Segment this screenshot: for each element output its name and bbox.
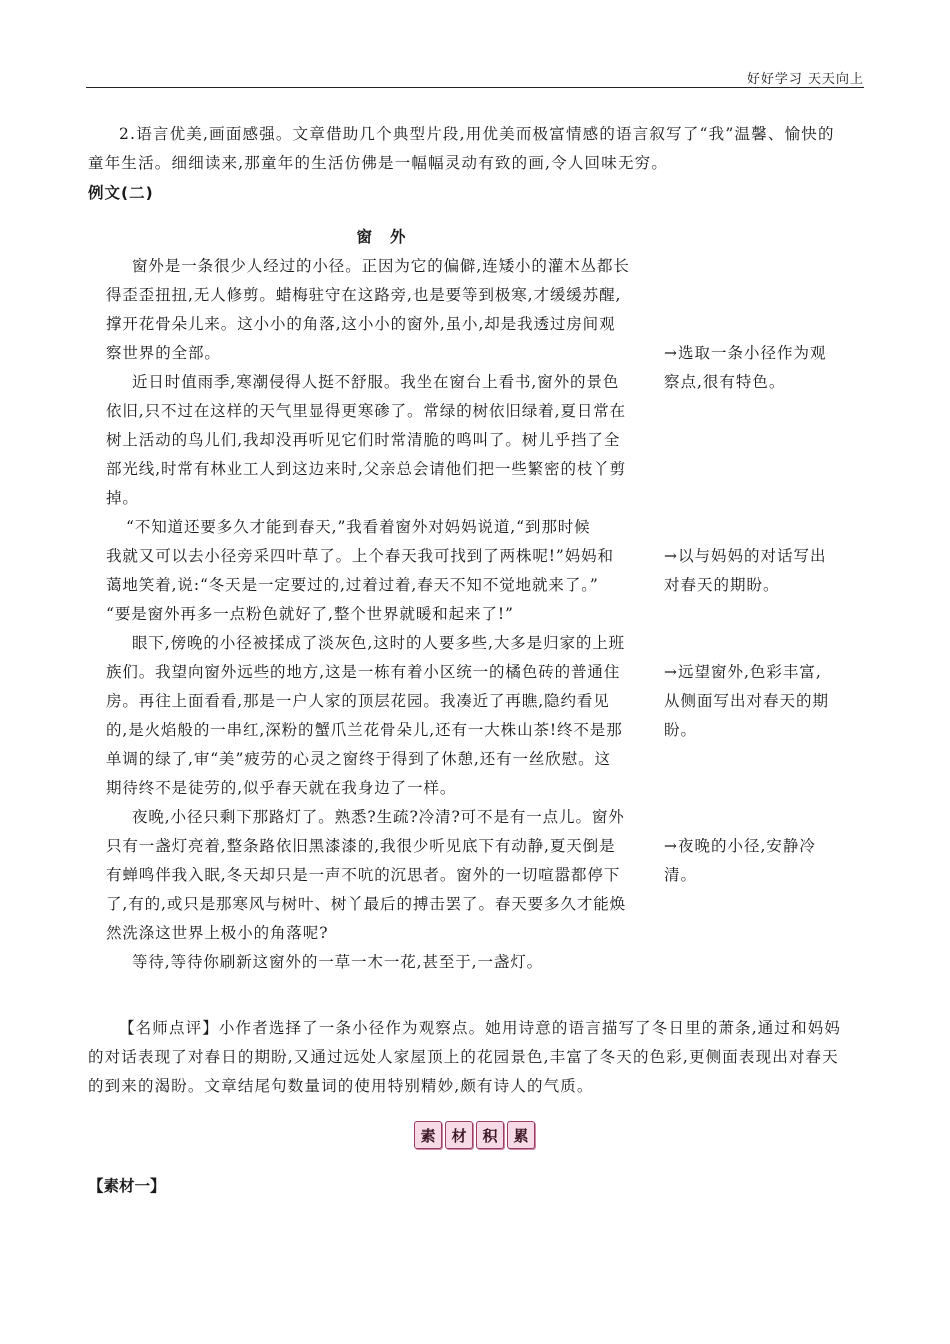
material-heading: 【素材一】: [88, 1177, 166, 1195]
essay-line: 房。再往上面看看,那是一户人家的顶层花园。我凑近了再瞧,隐约看见: [106, 692, 610, 710]
essay-line: 只有一盏灯亮着,整条路依旧黑漆漆的,我很少听见底下有动静,夏天倒是: [106, 837, 616, 855]
annotation-line: 盼。: [664, 721, 698, 739]
review-line: 【名师点评】小作者选择了一条小径作为观察点。她用诗意的语言描写了冬日里的萧条,通过和妈妈: [119, 1019, 842, 1037]
annotation-line: 对春天的期盼。: [664, 576, 780, 594]
essay-line: 依旧,只不过在这样的天气里显得更寒碜了。常绿的树依旧绿着,夏日常在: [106, 402, 627, 420]
essay-line: 得歪歪扭扭,无人修剪。蜡梅驻守在这路旁,也是要等到极寒,才缓缓苏醒,: [106, 286, 622, 304]
essay-body: [106, 252, 650, 977]
teacher-review: [88, 1014, 864, 1101]
essay-line: “不知道还要多久才能到春天,”我看着窗外对妈妈说道,“到那时候: [126, 518, 591, 536]
essay-line: 察世界的全部。: [106, 344, 221, 362]
material-badge: [414, 1121, 535, 1149]
margin-annotation: [664, 658, 854, 745]
margin-annotation: [664, 832, 854, 890]
annotation-line: 选取一条小径作为观: [678, 344, 827, 362]
section-heading: 例文(二): [88, 184, 154, 202]
essay-line: 撑开花骨朵儿来。这小小的角落,这小小的窗外,虽小,却是我透过房间观: [106, 315, 616, 333]
essay-line: 了,有的,或只是那寒风与树叶、树丫最后的搏击罢了。春天要多久才能焕: [106, 895, 627, 913]
essay-line: 的,是火焰般的一串红,深粉的蟹爪兰花骨朵儿,还有一大株山茶!终不是那: [106, 721, 623, 739]
margin-annotation: [664, 339, 854, 397]
essay-line: 眼下,傍晚的小径被揉成了淡灰色,这时的人要多些,大多是归家的上班: [132, 634, 626, 652]
essay-line: 蔼地笑着,说:“冬天是一定要过的,过着过着,春天不知不觉地就来了。”: [106, 576, 599, 594]
essay-title: 窗外: [356, 228, 424, 246]
badge-char: 素: [414, 1121, 442, 1149]
essay-line: 部光线,时常有林业工人到这边来时,父亲总会请他们把一些繁密的枝丫剪: [106, 460, 627, 478]
essay-line: 等待,等待你刷新这窗外的一草一木一花,甚至于,一盏灯。: [132, 953, 544, 971]
essay-line: 我就又可以去小径旁采四叶草了。上个春天我可找到了两株呢!”妈妈和: [106, 547, 614, 565]
intro-paragraph: [88, 120, 864, 178]
arrow-icon: →: [664, 344, 678, 362]
essay-line: 近日时值雨季,寒潮侵得人挺不舒服。我坐在窗台上看书,窗外的景色: [132, 373, 620, 391]
essay-line: 窗外是一条很少人经过的小径。正因为它的偏僻,连矮小的灌木丛都长: [132, 257, 630, 275]
badge-char: 积: [476, 1121, 504, 1149]
essay-line: 树上活动的鸟儿们,我却没再听见它们时常清脆的鸣叫了。树儿乎挡了全: [106, 431, 621, 449]
intro-line: 童年生活。细细读来,那童年的生活仿佛是一幅幅灵动有致的画,令人回味无穷。: [88, 154, 669, 172]
essay-line: “要是窗外再多一点粉色就好了,整个世界就暖和起来了!”: [106, 605, 514, 623]
essay-line: 然洗涤这世界上极小的角落呢?: [106, 924, 329, 942]
arrow-icon: →: [664, 663, 678, 681]
annotation-line: 清。: [664, 866, 698, 884]
annotation-line: 察点,很有特色。: [664, 373, 786, 391]
essay-line: 有蝉鸣伴我入眠,冬天却只是一声不吭的沉思者。窗外的一切喧嚣都停下: [106, 866, 621, 884]
annotation-line: 以与妈妈的对话写出: [678, 547, 827, 565]
intro-line: 2.语言优美,画面感强。文章借助几个典型片段,用优美而极富情感的语言叙写了“我”温馨、愉快的: [119, 125, 835, 143]
essay-line: 单调的绿了,审“美”疲劳的心灵之窗终于得到了休憩,还有一丝欣慰。这: [106, 750, 611, 768]
badge-char: 材: [445, 1121, 473, 1149]
essay-line: 夜晚,小径只剩下那路灯了。熟悉?生疏?冷清?可不是有一点儿。窗外: [132, 808, 625, 826]
badge-char: 累: [507, 1121, 535, 1149]
margin-annotation: [664, 542, 854, 600]
essay-line: 期待终不是徒劳的,似乎春天就在我身边了一样。: [106, 779, 457, 797]
page-header: 好好学习 天天向上: [746, 72, 864, 87]
annotation-line: 远望窗外,色彩丰富,: [678, 663, 822, 681]
essay-line: 族们。我望向窗外远些的地方,这是一栋有着小区统一的橘色砖的普通住: [106, 663, 621, 681]
arrow-icon: →: [664, 547, 678, 565]
review-line: 的到来的渴盼。文章结尾句数量词的使用特别精妙,颇有诗人的气质。: [88, 1077, 594, 1095]
review-line: 的对话表现了对春日的期盼,又通过远处人家屋顶上的花园景色,丰富了冬天的色彩,更侧面表现出对春天: [88, 1048, 839, 1066]
annotation-line: 从侧面写出对春天的期: [664, 692, 830, 710]
header-divider: [86, 87, 864, 88]
annotation-line: 夜晚的小径,安静冷: [678, 837, 816, 855]
arrow-icon: →: [664, 837, 678, 855]
essay-line: 掉。: [106, 489, 139, 507]
